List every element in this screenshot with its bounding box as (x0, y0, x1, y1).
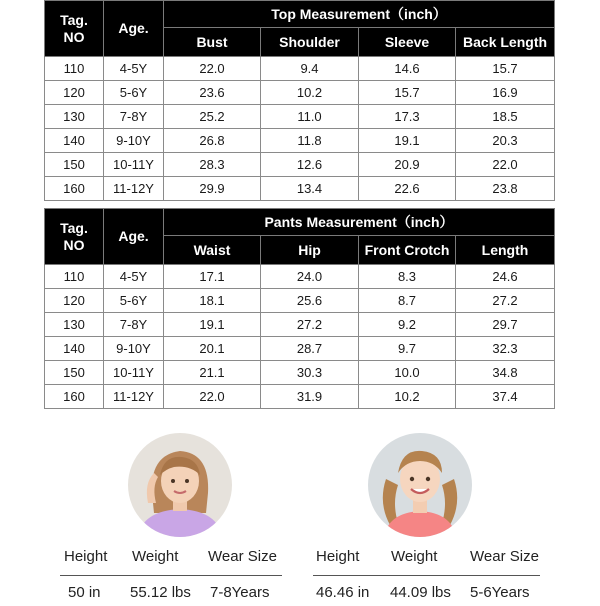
value-cell: 14.6 (359, 57, 456, 81)
weight-value: 55.12 lbs (130, 584, 191, 601)
height-label: Height (316, 548, 360, 565)
tag-cell: 110 (45, 265, 104, 289)
girl-portrait-icon (368, 433, 472, 537)
value-cell: 24.6 (456, 265, 555, 289)
value-cell: 10.2 (261, 81, 359, 105)
table-title: Pants Measurement（inch） (164, 209, 555, 236)
table-row (45, 265, 555, 289)
weight-label: Weight (391, 548, 438, 565)
table-row (45, 313, 555, 337)
tag-cell: 110 (45, 57, 104, 81)
value-cell: 29.7 (456, 313, 555, 337)
value-cell: 18.1 (164, 289, 261, 313)
value-cell: 8.7 (359, 289, 456, 313)
divider (60, 575, 282, 576)
tag-cell: 130 (45, 105, 104, 129)
age-cell: 10-11Y (104, 361, 164, 385)
tag-cell: 160 (45, 177, 104, 201)
value-cell: 23.6 (164, 81, 261, 105)
value-cell: 19.1 (359, 129, 456, 153)
value-cell: 17.1 (164, 265, 261, 289)
value-cell: 28.3 (164, 153, 261, 177)
value-cell: 27.2 (261, 313, 359, 337)
age-cell: 7-8Y (104, 105, 164, 129)
column-header: Hip (261, 236, 359, 265)
value-cell: 20.1 (164, 337, 261, 361)
value-cell: 9.7 (359, 337, 456, 361)
tag-cell: 120 (45, 289, 104, 313)
table-title: Top Measurement（inch） (164, 1, 555, 28)
column-header: Sleeve (359, 28, 456, 57)
table-row (45, 385, 555, 409)
tag-no-header: Tag. NO (45, 1, 104, 57)
age-cell: 9-10Y (104, 337, 164, 361)
divider (313, 575, 540, 576)
table-row (45, 81, 555, 105)
value-cell: 37.4 (456, 385, 555, 409)
pants-measurement-table (44, 208, 555, 409)
column-header: Bust (164, 28, 261, 57)
value-cell: 27.2 (456, 289, 555, 313)
top-measurement-table (44, 0, 555, 201)
age-header: Age. (104, 1, 164, 57)
table-row (45, 57, 555, 81)
value-cell: 10.2 (359, 385, 456, 409)
value-cell: 24.0 (261, 265, 359, 289)
tag-no-header: Tag. NO (45, 209, 104, 265)
table-row (45, 153, 555, 177)
tag-cell: 120 (45, 81, 104, 105)
age-cell: 11-12Y (104, 177, 164, 201)
column-header: Shoulder (261, 28, 359, 57)
value-cell: 18.5 (456, 105, 555, 129)
age-cell: 7-8Y (104, 313, 164, 337)
value-cell: 16.9 (456, 81, 555, 105)
value-cell: 12.6 (261, 153, 359, 177)
value-cell: 30.3 (261, 361, 359, 385)
value-cell: 19.1 (164, 313, 261, 337)
value-cell: 31.9 (261, 385, 359, 409)
height-label: Height (64, 548, 108, 565)
age-cell: 5-6Y (104, 81, 164, 105)
value-cell: 25.2 (164, 105, 261, 129)
tag-cell: 130 (45, 313, 104, 337)
wear-size-label: Wear Size (470, 548, 539, 565)
value-cell: 9.2 (359, 313, 456, 337)
model-photo-right (368, 433, 472, 537)
girl-portrait-icon (128, 433, 232, 537)
value-cell: 17.3 (359, 105, 456, 129)
tag-cell: 150 (45, 361, 104, 385)
model-photo-left (128, 433, 232, 537)
value-cell: 8.3 (359, 265, 456, 289)
value-cell: 20.9 (359, 153, 456, 177)
table-row (45, 289, 555, 313)
height-value: 46.46 in (316, 584, 370, 601)
value-cell: 20.3 (456, 129, 555, 153)
weight-value: 44.09 lbs (390, 584, 451, 601)
value-cell: 13.4 (261, 177, 359, 201)
age-header: Age. (104, 209, 164, 265)
column-header: Length (456, 236, 555, 265)
value-cell: 21.1 (164, 361, 261, 385)
height-value: 50 in (68, 584, 101, 601)
tag-cell: 150 (45, 153, 104, 177)
value-cell: 25.6 (261, 289, 359, 313)
value-cell: 22.0 (164, 385, 261, 409)
value-cell: 28.7 (261, 337, 359, 361)
value-cell: 29.9 (164, 177, 261, 201)
table-row (45, 177, 555, 201)
value-cell: 15.7 (456, 57, 555, 81)
weight-label: Weight (132, 548, 179, 565)
value-cell: 11.8 (261, 129, 359, 153)
value-cell: 9.4 (261, 57, 359, 81)
age-cell: 9-10Y (104, 129, 164, 153)
age-cell: 4-5Y (104, 57, 164, 81)
wear-size-label: Wear Size (208, 548, 277, 565)
value-cell: 22.6 (359, 177, 456, 201)
value-cell: 22.0 (456, 153, 555, 177)
wear-size-value: 5-6Years (470, 584, 530, 601)
value-cell: 10.0 (359, 361, 456, 385)
value-cell: 34.8 (456, 361, 555, 385)
value-cell: 15.7 (359, 81, 456, 105)
table-body (45, 265, 555, 409)
age-cell: 5-6Y (104, 289, 164, 313)
tag-cell: 140 (45, 129, 104, 153)
age-cell: 10-11Y (104, 153, 164, 177)
column-header: Waist (164, 236, 261, 265)
value-cell: 22.0 (164, 57, 261, 81)
value-cell: 32.3 (456, 337, 555, 361)
tag-cell: 140 (45, 337, 104, 361)
table-row (45, 105, 555, 129)
table-row (45, 361, 555, 385)
wear-size-value: 7-8Years (210, 584, 270, 601)
column-header: Front Crotch (359, 236, 456, 265)
column-header: Back Length (456, 28, 555, 57)
table-body (45, 57, 555, 201)
age-cell: 11-12Y (104, 385, 164, 409)
table-row (45, 337, 555, 361)
tag-cell: 160 (45, 385, 104, 409)
value-cell: 23.8 (456, 177, 555, 201)
value-cell: 11.0 (261, 105, 359, 129)
age-cell: 4-5Y (104, 265, 164, 289)
value-cell: 26.8 (164, 129, 261, 153)
table-row (45, 129, 555, 153)
